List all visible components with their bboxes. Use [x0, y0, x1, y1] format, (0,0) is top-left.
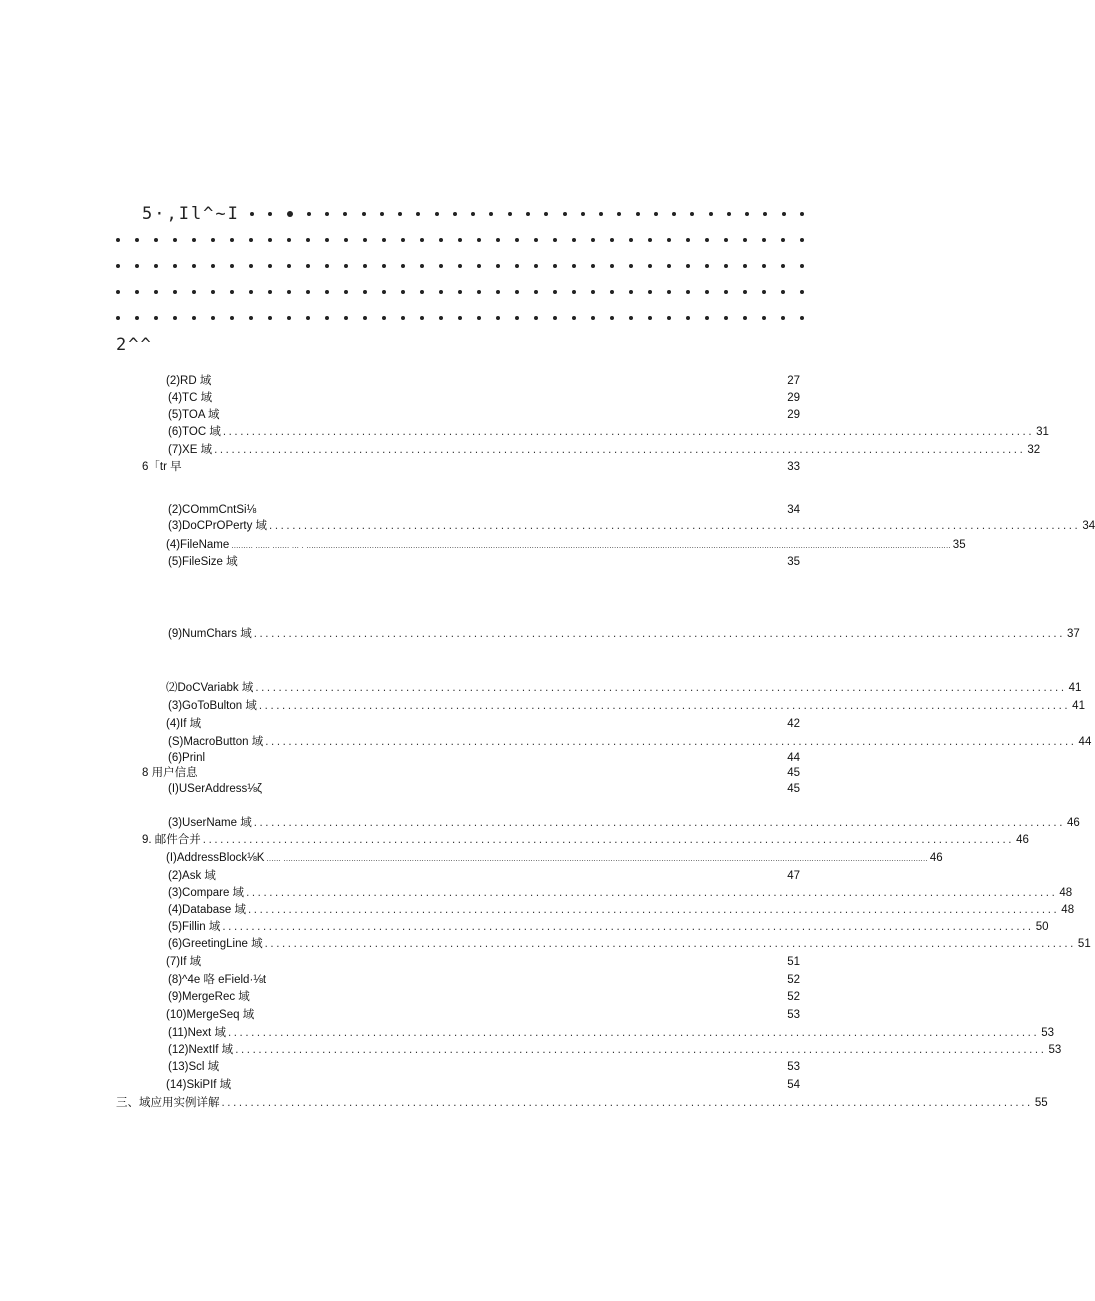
toc-entry-label: (2)Ask 域	[168, 870, 216, 882]
toc-entry[interactable]	[168, 782, 800, 797]
toc-entry[interactable]	[168, 886, 1073, 901]
toc-entry-page: 35	[952, 539, 966, 551]
toc-entry-page: 27	[787, 375, 800, 387]
toc-entry[interactable]	[168, 920, 1049, 935]
toc-entry-page: 47	[787, 870, 800, 882]
toc-heading-garbled: 5·,Il^~I	[142, 204, 240, 224]
toc-entry-label: (7)If 域	[166, 956, 202, 968]
toc-entry-page: 44	[1078, 736, 1092, 748]
toc-entry-label: (4)If 域	[166, 718, 202, 730]
toc-entry[interactable]	[168, 903, 1075, 918]
toc-entry-page: 46	[1067, 817, 1080, 829]
toc-entry-label: (3)Compare 域	[168, 887, 245, 899]
toc-entry[interactable]	[168, 751, 800, 766]
toc-entry-label: (11)Next 域	[168, 1027, 226, 1039]
toc-entry[interactable]	[166, 681, 1082, 696]
toc-entry-page: 46	[929, 852, 943, 864]
toc-entry-label: (3)GoToBulton 域	[168, 700, 257, 712]
toc-entry-label: (10)MergeSeq 域	[166, 1009, 255, 1021]
toc-entry-page: 53	[787, 1009, 800, 1021]
toc-entry-label: (9)MergeRec 域	[168, 991, 250, 1003]
toc-entry[interactable]	[168, 1026, 1055, 1041]
toc-entry-page: 53	[787, 1061, 800, 1073]
toc-entry-label: (3)UserName 域	[168, 817, 252, 829]
toc-entry[interactable]	[166, 1078, 800, 1093]
dot-leader-row	[250, 212, 804, 222]
dot-leader-row	[116, 264, 804, 274]
toc-entry[interactable]	[168, 627, 1080, 642]
toc-entry[interactable]	[166, 955, 800, 970]
toc-entry-page: 41	[1072, 700, 1085, 712]
toc-entry-label: (3)DoCPrOPerty 域	[168, 520, 268, 532]
toc-entry[interactable]	[142, 766, 800, 781]
toc-entry-label: (2)RD 域	[166, 375, 212, 387]
toc-entry-label: 三、域应用实例详解	[116, 1097, 220, 1109]
dot-leader-row	[116, 238, 804, 248]
toc-leader: ............................................................................................................................................	[269, 520, 1081, 532]
toc-leader: ............................................................................................................................................	[227, 1027, 1040, 1039]
toc-entry-page: 34	[1082, 520, 1095, 532]
toc-entry-label: (6)GreetingLine 域	[168, 938, 263, 950]
toc-leader: ............................................................................................................................................	[255, 682, 1067, 694]
toc-entry[interactable]	[168, 1060, 800, 1075]
toc-entry-page: 31	[1036, 426, 1049, 438]
toc-entry-page: 45	[787, 783, 800, 795]
dot-leader-row	[116, 290, 804, 300]
toc-entry-label: (6)TOC 域	[168, 426, 221, 438]
toc-entry[interactable]	[168, 1043, 1062, 1058]
toc-entry-page: 50	[1035, 921, 1049, 933]
toc-entry-label: (2)COmmCntSi⅛	[168, 504, 257, 516]
toc-entry-page: 51	[787, 956, 800, 968]
toc-entry[interactable]	[168, 735, 1092, 750]
toc-entry-label: (I)USerAddress⅛ζ	[168, 783, 262, 795]
toc-leader: ............................................................................................................................................	[222, 426, 1035, 438]
toc-entry-label: (13)Scl 域	[168, 1061, 220, 1073]
toc-entry[interactable]	[166, 851, 943, 866]
toc-entry[interactable]	[168, 973, 800, 988]
toc-leader: ............................................................................................................................................	[221, 1097, 1033, 1109]
toc-leader: ............................................................................................................................................	[214, 444, 1026, 456]
toc-entry-label: (I)AddressBlock⅛K	[166, 852, 265, 864]
toc-entry[interactable]	[168, 869, 800, 884]
toc-entry[interactable]	[168, 555, 800, 570]
toc-entry-page: 35	[787, 556, 800, 568]
toc-entry-label: ⑵DoCVariabk 域	[166, 682, 254, 694]
toc-entry-label: (14)SkiPIf 域	[166, 1079, 232, 1091]
toc-entry[interactable]	[142, 833, 1029, 848]
toc-entry-label: (S)MacroButton 域	[168, 736, 264, 748]
toc-entry[interactable]	[166, 1008, 800, 1023]
toc-entry-label: (9)NumChars 域	[168, 628, 252, 640]
toc-leader: ............................................................................................................................................	[246, 887, 1058, 899]
toc-entry-label: (5)TOA 域	[168, 409, 220, 421]
toc-entry[interactable]	[168, 519, 1095, 534]
toc-entry[interactable]	[168, 990, 800, 1005]
toc-entry-page: 42	[787, 718, 800, 730]
toc-entry-label: (4)TC 域	[168, 392, 213, 404]
toc-leader: ............................................................................................................................................	[222, 921, 1034, 933]
toc-entry[interactable]	[168, 503, 800, 518]
toc-entry-label: (5)FileSize 域	[168, 556, 238, 568]
toc-entry-label: (5)Fillin 域	[168, 921, 221, 933]
toc-leader: ............................................................................................................................................	[258, 700, 1071, 712]
toc-entry[interactable]	[116, 1096, 1048, 1111]
toc-heading-tail: 2^^	[116, 335, 153, 355]
toc-entry-page: 52	[787, 991, 800, 1003]
toc-entry-page: 46	[1016, 834, 1029, 846]
dot-leader-row	[116, 316, 804, 326]
toc-entry-label: 6「tr 早	[142, 461, 182, 473]
toc-leader: ............................................................................................................................................	[253, 817, 1066, 829]
toc-entry-label: (6)Prinl	[168, 752, 206, 764]
toc-entry-page: 33	[787, 461, 800, 473]
toc-entry[interactable]	[168, 816, 1080, 831]
toc-entry[interactable]	[168, 937, 1091, 952]
toc-entry[interactable]	[168, 391, 800, 406]
toc-entry[interactable]	[168, 408, 800, 423]
toc-entry-page: 41	[1068, 682, 1082, 694]
toc-entry[interactable]	[168, 443, 1041, 458]
toc-leader: ............................................................................................................................................	[253, 628, 1066, 640]
toc-leader: ............................................................................................................................................	[265, 736, 1077, 748]
toc-entry-label: 9. 邮件合并	[142, 834, 201, 846]
toc-entry[interactable]	[166, 538, 966, 553]
toc-entry[interactable]	[168, 699, 1085, 714]
toc-entry-page: 29	[787, 392, 800, 404]
toc-leader: ............................................................................................................................................	[264, 938, 1076, 950]
toc-entry-label: (7)XE 域	[168, 444, 213, 456]
toc-entry-page: 55	[1034, 1097, 1048, 1109]
toc-entry-page: 45	[787, 767, 800, 779]
toc-entry-page: 32	[1027, 444, 1041, 456]
toc-leader: ...... ..........................................................................................................................................................................................................................................................................	[266, 854, 928, 863]
toc-entry-page: 48	[1059, 887, 1073, 899]
toc-leader: ............................................................................................................................................	[247, 904, 1060, 916]
toc-entry-page: 44	[787, 752, 800, 764]
toc-leader: ......... ...... ....... ... . ..........................................................................................................................................................................................................................................................................	[231, 541, 951, 550]
toc-entry-label: (4)Database 域	[168, 904, 246, 916]
toc-entry-page: 53	[1041, 1027, 1055, 1039]
toc-entry-page: 51	[1077, 938, 1091, 950]
toc-entry[interactable]	[166, 374, 800, 389]
toc-entry[interactable]	[168, 425, 1049, 440]
toc-entry-label: 8 用户信息	[142, 767, 198, 779]
toc-entry-page: 48	[1061, 904, 1075, 916]
toc-entry[interactable]	[142, 460, 800, 475]
toc-entry-page: 54	[787, 1079, 800, 1091]
toc-entry-label: (4)FileName	[166, 539, 230, 551]
toc-leader: ............................................................................................................................................	[202, 834, 1015, 846]
toc-entry-label: (12)NextIf 域	[168, 1044, 234, 1056]
toc-entry-page: 34	[787, 504, 800, 516]
toc-entry-page: 37	[1067, 628, 1080, 640]
toc-leader: ............................................................................................................................................	[235, 1044, 1047, 1056]
toc-entry-page: 53	[1048, 1044, 1062, 1056]
toc-entry[interactable]	[166, 717, 800, 732]
toc-entry-page: 52	[787, 974, 800, 986]
toc-entry-page: 29	[787, 409, 800, 421]
toc-entry-label: (8)^4e 咯 eField·⅛t	[168, 974, 267, 986]
